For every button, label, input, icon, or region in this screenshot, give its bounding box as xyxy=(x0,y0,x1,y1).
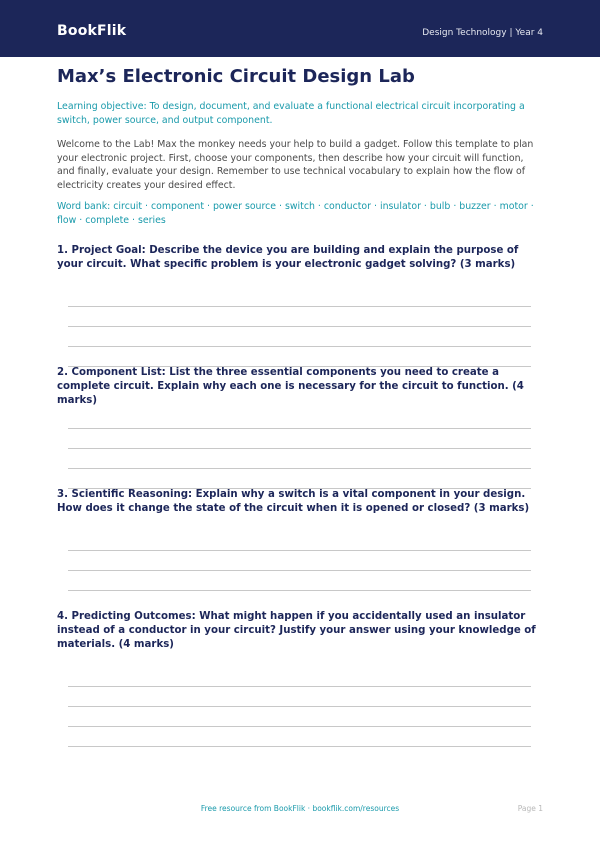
page-number: Page 1 xyxy=(517,804,543,813)
answer-line[interactable] xyxy=(68,346,531,347)
page-header xyxy=(0,0,600,57)
brand-logo: BookFlik xyxy=(57,23,127,39)
answer-line[interactable] xyxy=(68,550,531,551)
answer-line[interactable] xyxy=(68,306,531,307)
question-1: 1. Project Goal: Describe the device you are building and explain the purpose of your circuit. What specific problem is your electronic gadget solving? (3 marks) xyxy=(57,245,519,270)
footer-credit: Free resource from BookFlik · bookflik.com/resources xyxy=(200,804,400,813)
answer-line[interactable] xyxy=(68,706,531,707)
question-3: 3. Scientific Reasoning: Explain why a switch is a vital component in your design. How does it change the state of the circuit when it is opened or closed? (3 marks) xyxy=(57,489,530,514)
question-4: 4. Predicting Outcomes: What might happen if you accidentally used an insulator instead of a conductor in your circuit? Justify your answer using your knowledge of materials. (4 marks) xyxy=(57,611,536,650)
answer-line[interactable] xyxy=(68,428,531,429)
answer-line[interactable] xyxy=(68,590,531,591)
answer-line[interactable] xyxy=(68,726,531,727)
intro-text: Welcome to the Lab! Max the monkey needs your help to build a gadget. Follow this template to plan your electronic project. First, choose your components, then describe how your circuit will function, and finally, evaluate your design. Remember to use technical vocabulary to explain how the flow of electricity creates your desired effect. xyxy=(57,139,534,191)
subject-label: Design Technology | Year 4 xyxy=(422,28,543,38)
word-bank: Word bank: circuit · component · power source · switch · conductor · insulator · bulb · buzzer · motor · flow · complete · series xyxy=(57,201,534,226)
answer-line[interactable] xyxy=(68,686,531,687)
answer-line[interactable] xyxy=(68,326,531,327)
answer-line[interactable] xyxy=(68,570,531,571)
page-title: Max’s Electronic Circuit Design Lab xyxy=(57,66,415,87)
question-2: 2. Component List: List the three essential components you need to create a complete circuit. Explain why each one is necessary for the circuit to function. (4 marks) xyxy=(57,367,524,406)
answer-line[interactable] xyxy=(68,746,531,747)
answer-line[interactable] xyxy=(68,448,531,449)
learning-objective: Learning objective: To design, document, and evaluate a functional electrical circuit incorporating a switch, power source, and output component. xyxy=(57,101,525,126)
answer-line[interactable] xyxy=(68,468,531,469)
